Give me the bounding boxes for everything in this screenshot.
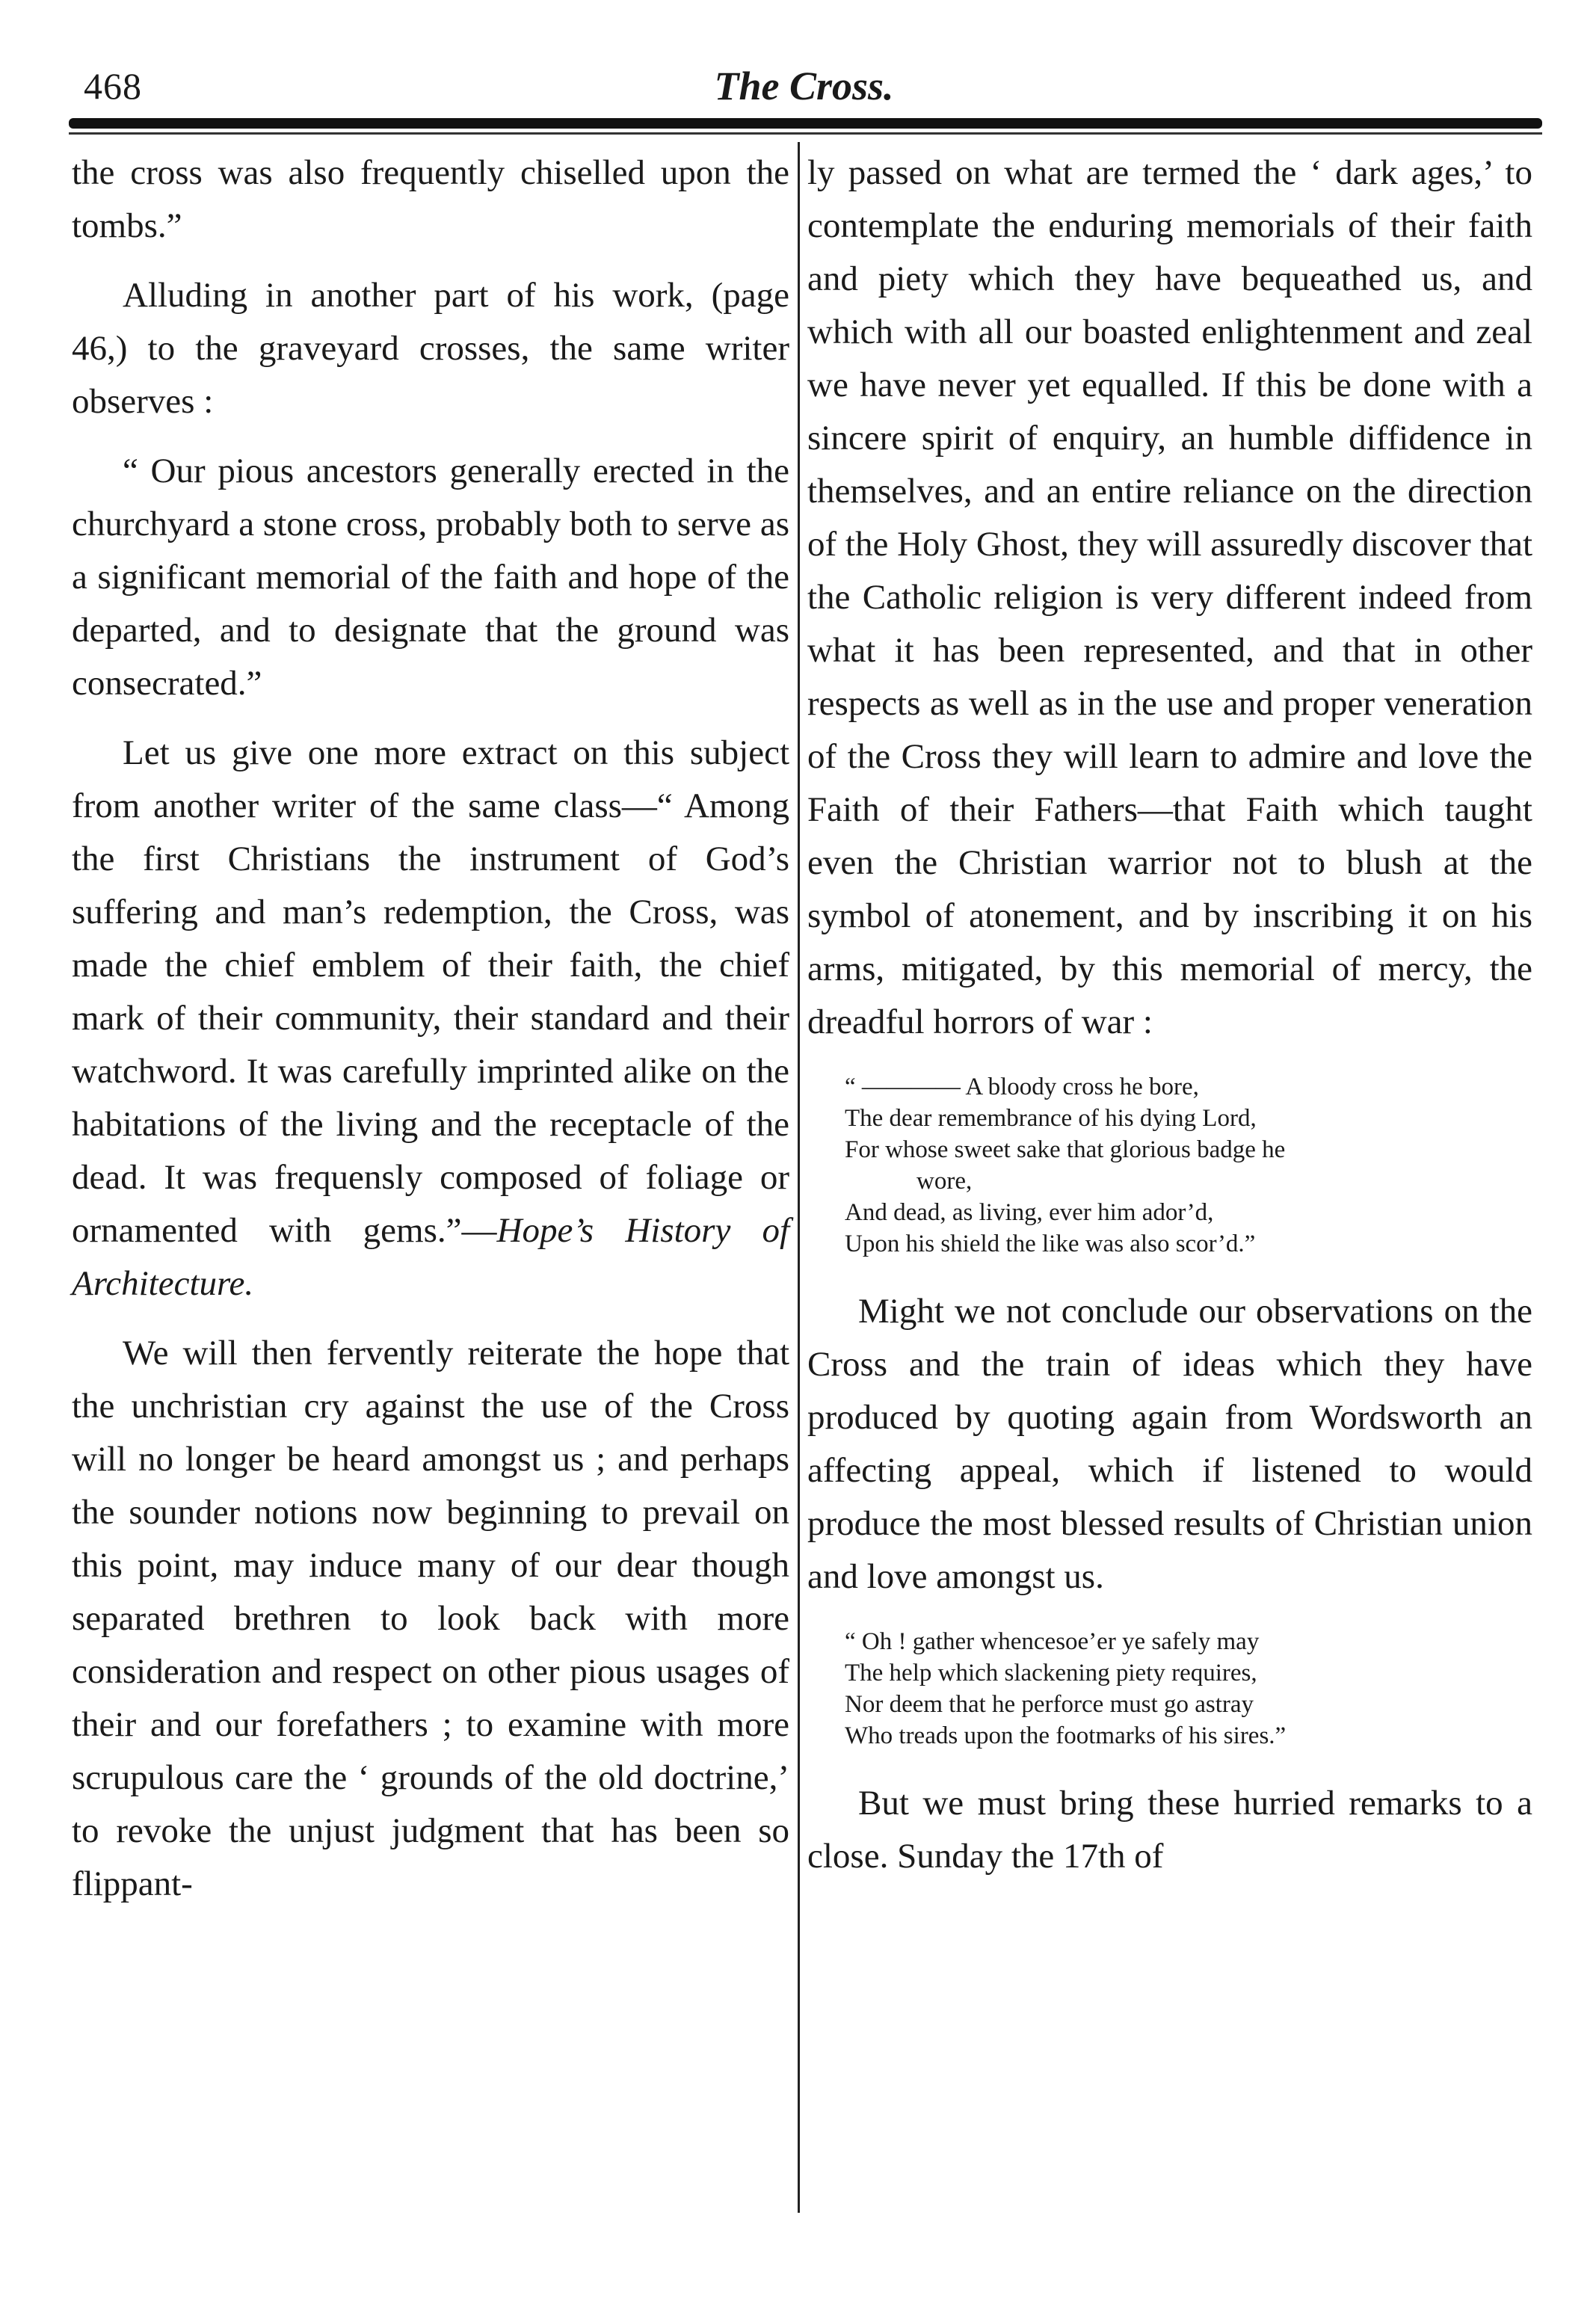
left-paragraph-4: [72, 727, 789, 1310]
verse-line: And dead, as living, ever him ador’d,: [845, 1199, 1214, 1226]
left-column: [72, 147, 789, 1911]
verse-quotation-1: [845, 1071, 1532, 1260]
left-paragraph-2: Alluding in another part of his work, (page 46,) to the graveyard crosses, the same writer observes :: [72, 276, 789, 421]
left-paragraph-1: the cross was also frequently chiselled upon the tombs.”: [72, 153, 789, 245]
verse-line: Who treads upon the footmarks of his sires.”: [845, 1722, 1287, 1749]
header-rule-thin: [69, 132, 1542, 135]
verse-line: The help which slackening piety requires,: [845, 1660, 1257, 1686]
verse-line: Upon his shield the like was also scor’d.”: [845, 1230, 1256, 1257]
column-divider: [798, 142, 800, 2213]
verse-line: Nor deem that he perforce must go astray: [845, 1691, 1254, 1718]
citation: Hope’s History of Architecture.: [72, 1211, 790, 1303]
page-number: 468: [84, 65, 142, 107]
verse-line: “ ———— A bloody cross he bore,: [845, 1073, 1199, 1100]
right-paragraph-1: ly passed on what are termed the ‘ dark ages,’ to contemplate the enduring memorials of their faith and piety which they have bequeathed us, and which with all our boasted enlightenment and zeal we have never yet equalled. If this be done with a sincere spirit of enquiry, an humble diffidence in themselves, and an entire reliance on the direction of the Holy Ghost, they will assuredly discover that the Catholic religion is very different indeed from what it has been represented, and that in other respects as well as in the use and proper veneration of the Cross they will learn to admire and love the Faith of their Fathers—that Faith which taught even the Christian warrior not to blush at the symbol of atonement, and by inscribing it on his arms, mitigated, by this memorial of mercy, the dreadful horrors of war :: [807, 153, 1532, 1041]
verse-line: The dear remembrance of his dying Lord,: [845, 1105, 1257, 1132]
verse-line: “ Oh ! gather whencesoe’er ye safely may: [845, 1628, 1260, 1655]
right-column: [807, 147, 1532, 1883]
verse-quotation-2: [845, 1626, 1532, 1752]
right-paragraph-2: Might we not conclude our observations on the Cross and the train of ideas which they have produced by quoting again from Wordsworth an affecting appeal, which if listened to would produce the most blessed results of Christian union and love amongst us.: [807, 1292, 1532, 1596]
left-paragraph-3: “ Our pious ancestors generally erected in the churchyard a stone cross, probably both to serve as a significant memorial of the faith and hope of the departed, and to designate that the ground was consecrated.”: [72, 452, 789, 703]
left-paragraph-4-text: Let us give one more extract on this subject from another writer of the same class—“ Among the first Christians the instrument of God’s suffering and man’s redemption, the Cross, was made the chief emblem of their faith, the chief mark of their community, their standard and their watchword. It was carefully imprinted alike on the habitations of the living and the receptacle of the dead. It was frequensly composed of foliage or ornamented with gems.”—: [72, 733, 789, 1250]
page-header: [72, 61, 1536, 114]
verse-line: For whose sweet sake that glorious badge he: [845, 1136, 1286, 1163]
running-title: The Cross.: [714, 64, 894, 108]
right-paragraph-3: But we must bring these hurried remarks to a close. Sunday the 17th of: [807, 1784, 1532, 1876]
left-paragraph-5: We will then fervently reiterate the hope that the unchristian cry against the use of the Cross will no longer be heard amongst us ; and perhaps the sounder notions now beginning to prevail on this point, may induce many of our dear though separated brethren to look back with more consideration and respect on other pious usages of their and our forefathers ; to examine with more scrupulous care the ‘ grounds of the old doctrine,’ to revoke the unjust judgment that has been so flippant-: [72, 1334, 789, 1903]
verse-line: wore,: [916, 1168, 973, 1195]
header-rule: [69, 118, 1542, 129]
